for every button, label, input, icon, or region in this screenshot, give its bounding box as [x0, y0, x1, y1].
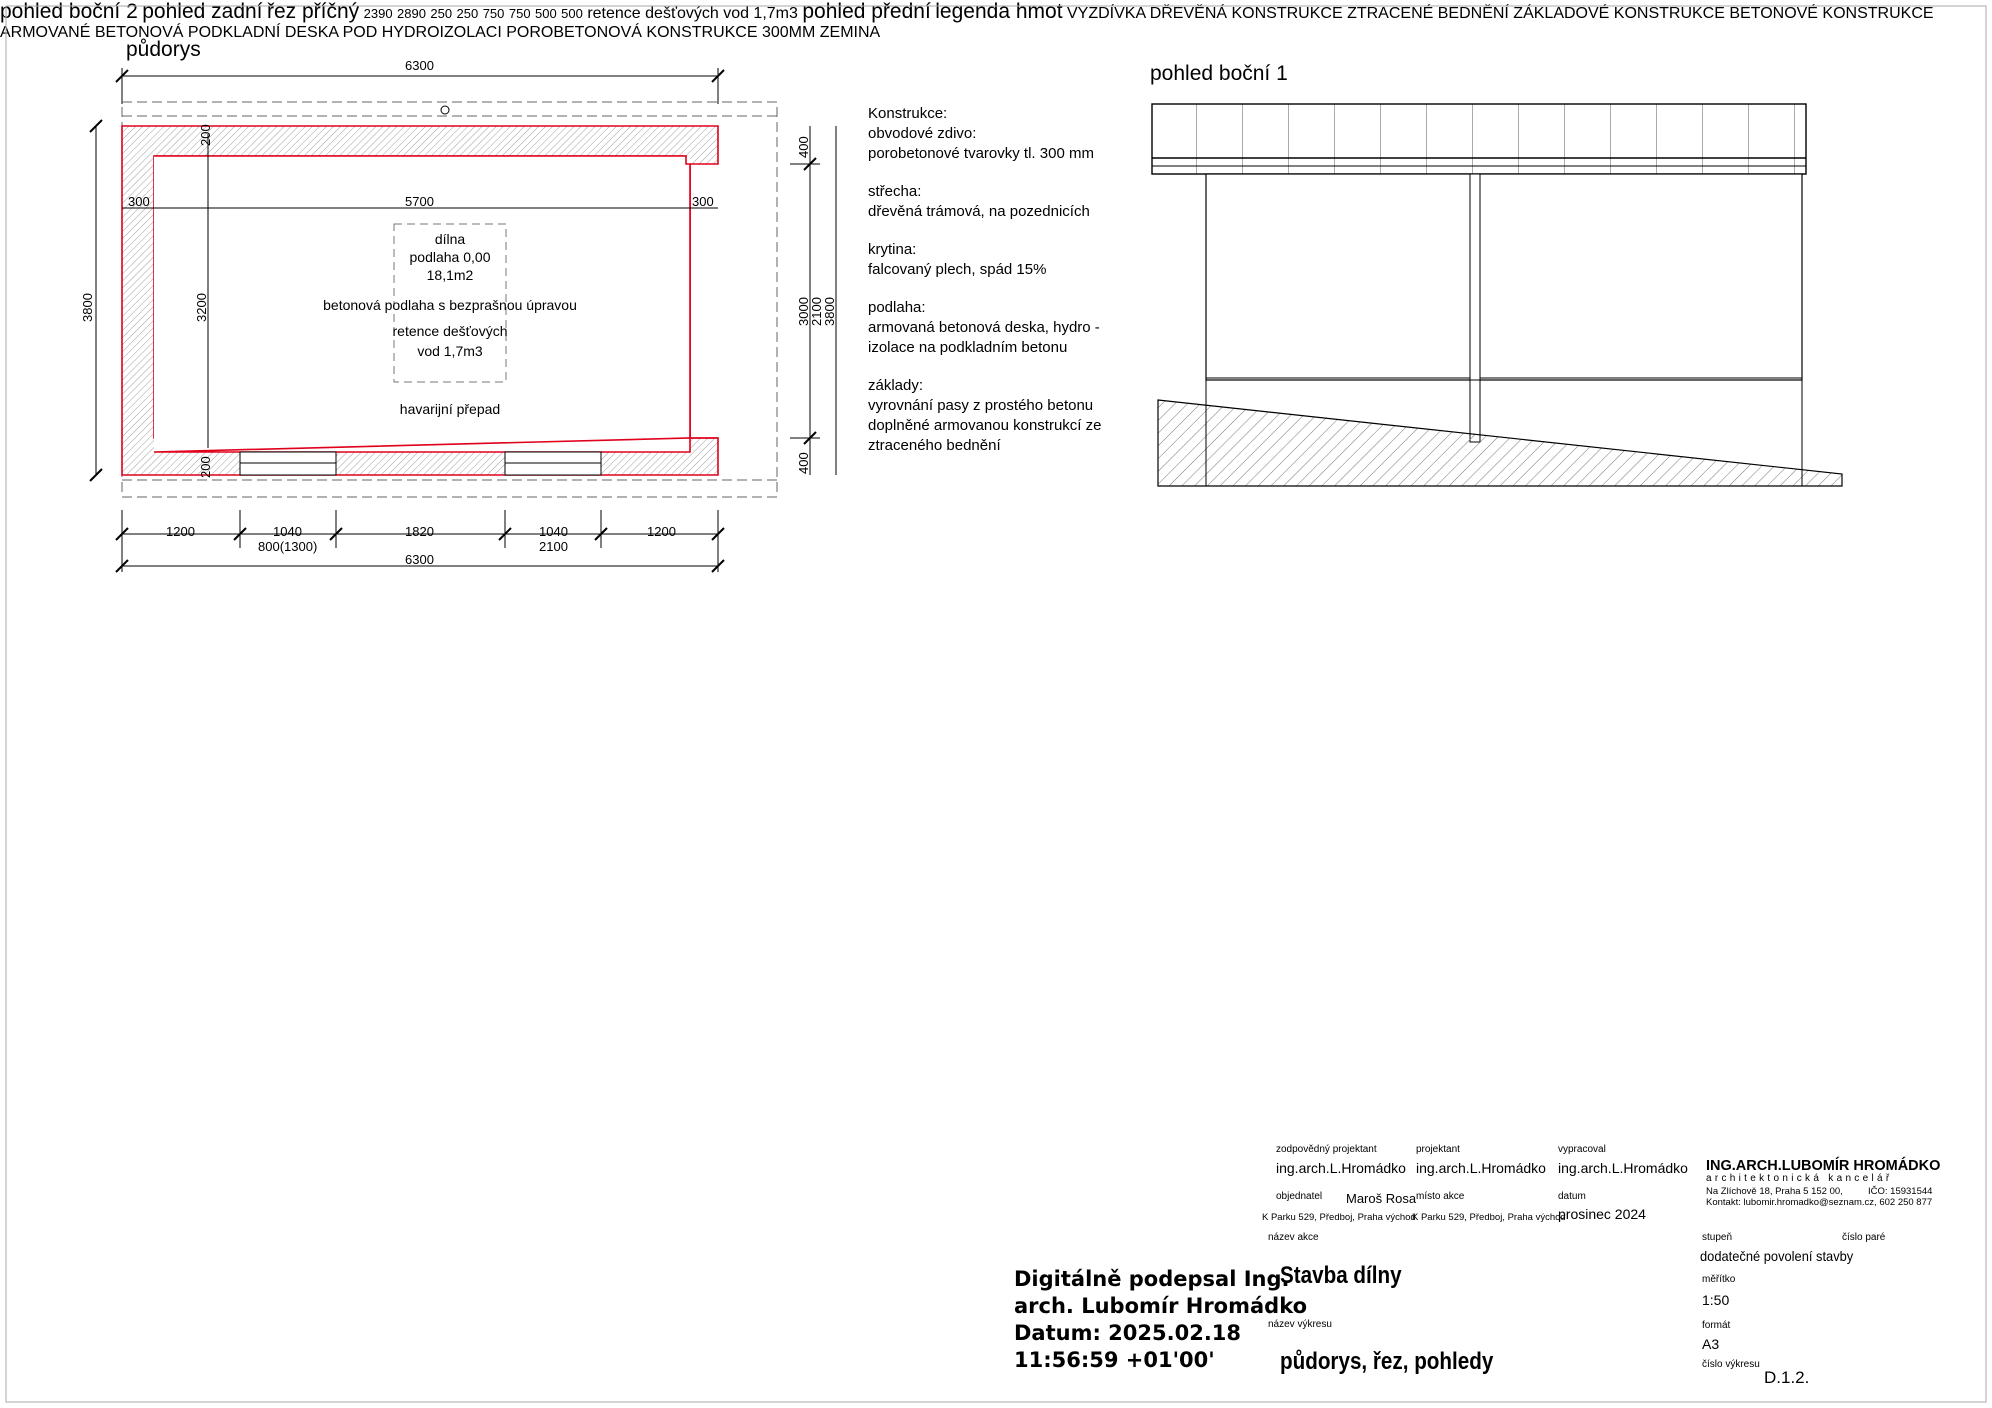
side-view-1: [1150, 62, 1842, 486]
tb-resp-value: ing.arch.L.Hromádko: [1276, 1160, 1406, 1176]
tb-number-value: D.1.2.: [1764, 1368, 1810, 1387]
note-title: krytina:: [868, 241, 917, 258]
tb-scale-value: 1:50: [1702, 1292, 1730, 1308]
room-name: dílna: [434, 231, 466, 247]
signature-line-3: Datum: 2025.02.18: [1014, 1321, 1242, 1345]
section-heading: řez příčný: [266, 0, 360, 23]
tb-client-name: Maroš Rosa: [1346, 1191, 1417, 1206]
tb-office-address: Na Zlíchově 18, Praha 5 152 00,: [1706, 1186, 1843, 1197]
plan-dim-200-top: 200: [198, 124, 213, 146]
plan-bottom-total: 6300: [405, 552, 434, 567]
side1-heading: pohled boční 1: [1150, 62, 1288, 85]
tb-made-label: vypracoval: [1558, 1144, 1606, 1155]
note-line: izolace na podkladním betonu: [868, 339, 1068, 356]
tb-format-value: A3: [1702, 1336, 1720, 1352]
note-block: [868, 182, 1168, 222]
note-block: [868, 298, 1168, 358]
note-line: falcovaný plech, spád 15%: [868, 261, 1047, 278]
plan-dim-wall-right: 300: [692, 194, 714, 209]
tb-place-label: místo akce: [1416, 1191, 1465, 1202]
section-retention-2: vod 1,7m3: [723, 5, 798, 22]
note-title: střecha:: [868, 183, 922, 200]
rear-heading: pohled zadní: [142, 0, 263, 23]
note-block: [868, 240, 1168, 280]
legend-heading: legenda hmot: [935, 0, 1063, 23]
side2-heading: pohled boční 2: [0, 0, 138, 23]
tb-stage-label: stupeň: [1702, 1232, 1733, 1243]
plan-dim-left-total: 3800: [80, 293, 95, 322]
tb-client-label: objednatel: [1276, 1191, 1323, 1202]
plan-heading: půdorys: [126, 38, 201, 61]
tb-office-name: ING.ARCH.LUBOMÍR HROMÁDKO: [1706, 1158, 1941, 1174]
section-height-right: 2890: [397, 6, 426, 21]
tb-scale-label: měřítko: [1702, 1274, 1736, 1285]
legend-item-5: BETONOVÁ PODKLADNÍ DESKA POD HYDROIZOLACI: [94, 24, 502, 41]
plan-bottom-door: 800(1300): [258, 539, 318, 554]
tb-drawing-label: název výkresu: [1268, 1319, 1332, 1330]
tb-office-contact: Kontakt: lubomir.hromadko@seznam.cz, 602 250 877: [1706, 1197, 1933, 1208]
plan-bottom-gate: 2100: [539, 539, 568, 554]
note-title: základy:: [868, 377, 924, 394]
plan-dim-right-400-top: 400: [796, 136, 811, 158]
front-heading: pohled přední: [802, 0, 931, 23]
room-retention-2: vod 1,7m3: [417, 343, 483, 359]
tb-proj-label: projektant: [1416, 1144, 1460, 1155]
room-floor: podlaha 0,00: [409, 249, 491, 265]
section-found-left: 750: [482, 6, 505, 21]
tb-drawing-value: půdorys, řez, pohledy: [1280, 1348, 1494, 1375]
floor-plan: [80, 38, 837, 572]
plan-bottom-dim-2: 1040: [273, 524, 302, 539]
tb-proj-value: ing.arch.L.Hromádko: [1416, 1160, 1546, 1176]
tb-action-label: název akce: [1268, 1232, 1319, 1243]
note-title: Konstrukce:: [868, 105, 948, 122]
tb-made-value: ing.arch.L.Hromádko: [1558, 1160, 1688, 1176]
note-line: doplněné armovanou konstrukcí ze: [868, 417, 1102, 434]
note-line: obvodové zdivo:: [868, 125, 977, 142]
section-base-left: 500: [535, 6, 557, 21]
signature-line-2: arch. Lubomír Hromádko: [1014, 1294, 1308, 1318]
tb-stage-value: dodatečné povolení stavby: [1700, 1248, 1854, 1264]
section-wall-left: 250: [430, 6, 453, 21]
tb-date-value: prosinec 2024: [1558, 1206, 1646, 1222]
note-line: vyrovnání pasy z prostého betonu: [868, 397, 1094, 414]
tb-place-value: K Parku 529, Předboj, Praha východ: [1412, 1212, 1566, 1223]
plan-dim-right-3800: 3800: [822, 297, 837, 326]
note-line: ztraceného bednění: [868, 437, 1001, 454]
plan-bottom-dim-3: 1820: [405, 524, 434, 539]
plan-dim-right-400-bottom: 400: [796, 452, 811, 474]
plan-dim-right-3000: 3000: [796, 297, 811, 326]
plan-dim-wall-left: 300: [128, 194, 150, 209]
room-finish: betonová podlaha s bezprašnou úpravou: [323, 297, 577, 313]
tb-number-label: číslo výkresu: [1702, 1359, 1760, 1370]
tb-office-subtitle: architektonická kancelář: [1706, 1173, 1893, 1184]
tb-resp-label: zodpovědný projektant: [1276, 1144, 1377, 1155]
section-found-right: 750: [508, 6, 531, 21]
plan-dim-inner: 5700: [405, 194, 434, 209]
plan-bottom-dim-1: 1200: [166, 524, 195, 539]
plan-bottom-dim-4: 1040: [539, 524, 568, 539]
plan-dim-top: 6300: [405, 58, 434, 73]
legend-item-4: BETONOVÉ KONSTRUKCE ARMOVANÉ: [0, 5, 1934, 41]
legend-item-1: VYZDÍVKA: [1066, 5, 1146, 22]
plan-dim-200-bottom: 200: [198, 456, 213, 478]
room-overflow: havarijní přepad: [399, 401, 501, 417]
plan-dim-right-2100: 2100: [809, 297, 824, 326]
tb-copy-label: číslo paré: [1842, 1232, 1886, 1243]
signature-line-4: 11:56:59 +01'00': [1014, 1348, 1215, 1372]
plan-dim-inner-height: 3200: [194, 293, 209, 322]
section-base-right: 500: [561, 6, 583, 21]
note-line: porobetonové tvarovky tl. 300 mm: [868, 145, 1094, 162]
tb-format-label: formát: [1702, 1320, 1731, 1331]
tb-date-label: datum: [1558, 1191, 1586, 1202]
note-block: [868, 104, 1168, 164]
section-wall-right: 250: [456, 6, 479, 21]
tb-office-ico: IČO: 15931544: [1868, 1186, 1933, 1197]
section-height-left: 2390: [363, 6, 393, 21]
tb-client-address: K Parku 529, Předboj, Praha východ: [1262, 1212, 1416, 1223]
legend-item-7: ZEMINA: [819, 24, 881, 41]
room-retention-1: retence dešťových: [392, 323, 508, 339]
section-retention-1: retence dešťových: [587, 5, 719, 22]
note-block: [868, 376, 1168, 456]
room-area: 18,1m2: [426, 267, 474, 283]
note-line: armovaná betonová deska, hydro -: [868, 319, 1100, 336]
note-line: dřevěná trámová, na pozednicích: [868, 203, 1090, 220]
tb-action-value: Stavba dílny: [1280, 1262, 1402, 1289]
digital-signature: [1014, 1266, 1307, 1374]
signature-line-1: Digitálně podepsal Ing.: [1014, 1267, 1290, 1291]
construction-notes: [868, 104, 1168, 474]
legend-item-3: ZTRACENÉ BEDNĚNÍ ZÁKLADOVÉ KONSTRUKCE: [1347, 5, 1725, 22]
legend-item-6: POROBETONOVÁ KONSTRUKCE 300MM: [506, 24, 816, 41]
plan-bottom-dim-5: 1200: [647, 524, 676, 539]
legend-item-2: DŘEVĚNÁ KONSTRUKCE: [1149, 5, 1343, 22]
note-title: podlaha:: [868, 299, 926, 316]
